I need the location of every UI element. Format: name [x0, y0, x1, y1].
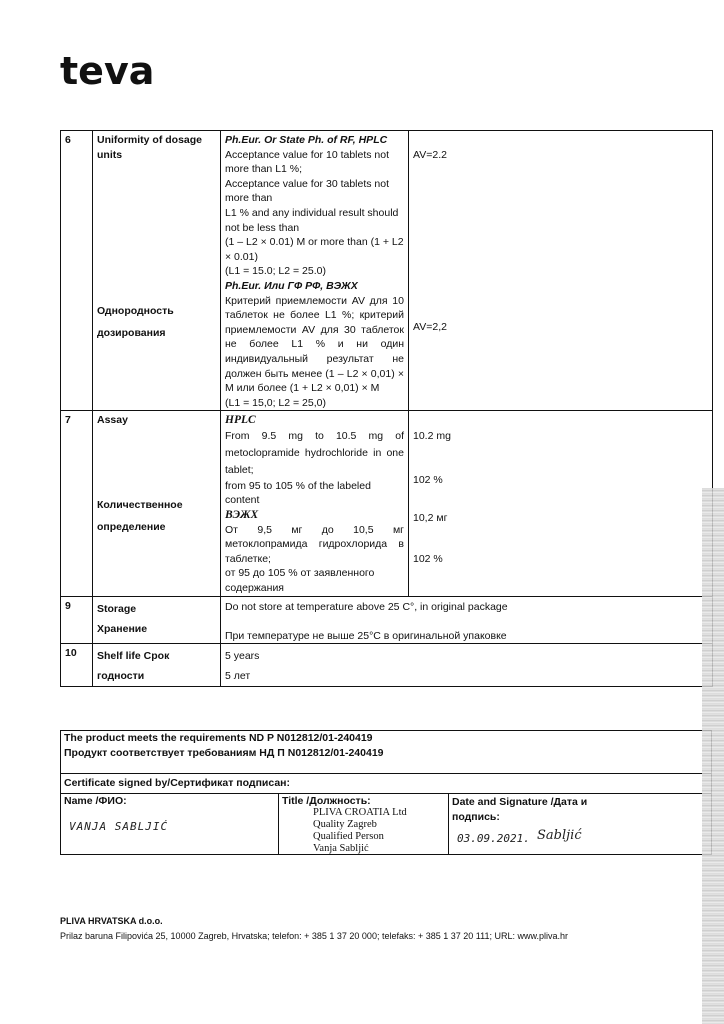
- spec-text: From 9.5 mg to 10.5 mg of metoclopramide hydrochloride in one tablet;: [225, 429, 404, 476]
- parameter-cell: [93, 131, 221, 411]
- spec-text: Do not store at temperature above 25 C°, in original package: [225, 600, 508, 613]
- spec-text: from 95 to 105 % of the labeled content: [225, 479, 371, 507]
- result-value: 102 %: [413, 553, 443, 566]
- company-name: PLIVA HRVATSKA d.o.o.: [60, 916, 163, 926]
- parameter-cell: [93, 596, 221, 644]
- parameter-ru: Однородность дозирования: [97, 305, 174, 340]
- quality-stamp: [313, 807, 407, 855]
- spec-text: 5 years: [225, 650, 260, 663]
- parameter-cell: [93, 644, 221, 687]
- scan-edge-artifact: [702, 488, 724, 1024]
- stamp-line: Vanja Sabljić: [313, 843, 369, 854]
- row-number: 10: [61, 644, 93, 687]
- parameter-ru: Хранение: [97, 622, 148, 635]
- title-label: Title /Должность:: [282, 795, 371, 807]
- row-number: 9: [61, 596, 93, 644]
- row-number: 7: [61, 411, 93, 596]
- result-value: 102 %: [413, 473, 443, 486]
- stamp-line: PLIVA CROATIA Ltd: [313, 807, 407, 818]
- footer: [60, 914, 568, 944]
- spec-heading-ru: Ph.Eur. Или ГФ РФ, ВЭЖХ: [225, 279, 358, 292]
- spec-text: При температуре не выше 25°С в оригинальной упаковке: [225, 629, 507, 642]
- parameter-en: Storage: [97, 602, 137, 615]
- table-row: [61, 131, 713, 411]
- specification-cell: [221, 131, 409, 411]
- specification-table: [60, 130, 713, 687]
- result-value: 10,2 мг: [413, 512, 448, 525]
- title-column: [279, 794, 449, 854]
- conclusion-box: [60, 730, 712, 773]
- date-column: [449, 794, 711, 854]
- parameter-en: Assay: [97, 414, 128, 427]
- spec-text: От 9,5 мг до 10,5 мг метоклопрамида гидрохлорида в таблетке;: [225, 523, 404, 565]
- parameter-cell: [93, 411, 221, 596]
- stamp-line: Qualified Person: [313, 831, 384, 842]
- table-row: [61, 411, 713, 596]
- result-value: AV=2.2: [413, 149, 447, 161]
- date-value: 03.09.2021.: [457, 832, 530, 845]
- parameter-en: Uniformity of dosage units: [97, 134, 203, 161]
- spec-text: 5 лет: [225, 670, 251, 683]
- parameter-ru: годности: [97, 670, 145, 683]
- table-row: [61, 596, 713, 644]
- result-cell: [409, 131, 713, 411]
- spec-text: (L1 = 15,0; L2 = 25,0): [225, 396, 326, 409]
- parameter-ru: Количественное определение: [97, 498, 183, 533]
- spec-heading-ru: ВЭЖХ: [225, 509, 259, 522]
- result-value: AV=2,2: [413, 320, 447, 333]
- specification-cell: [221, 596, 713, 644]
- result-cell: [409, 411, 713, 596]
- spec-text: от 95 до 105 % от заявленного содержания: [225, 567, 375, 595]
- conclusion-en: The product meets the requirements ND P N012812/01-240419: [64, 732, 373, 744]
- stamp-line: Quality Zagreb: [313, 819, 377, 830]
- specification-cell: [221, 644, 713, 687]
- signature-heading: Certificate signed by/Сертификат подписан:: [60, 773, 712, 793]
- table-row: [61, 644, 713, 687]
- name-column: [61, 794, 279, 854]
- conclusion-ru: Продукт соответствует требованиям НД П N012812/01-240419: [64, 747, 384, 759]
- result-value: 10.2 mg: [413, 430, 451, 443]
- name-label: Name /ФИО:: [64, 795, 127, 807]
- spec-heading-en: HPLC: [225, 414, 256, 427]
- teva-logo: teva: [60, 49, 155, 93]
- name-value: VANJA SABLJIĆ: [69, 820, 169, 833]
- company-address: Prilaz baruna Filipovića 25, 10000 Zagreb, Hrvatska; telefon: + 385 1 37 20 000; telefaks: + 385 1 37 20 111; URL: www.pliva.hr: [60, 931, 568, 941]
- spec-heading-en: Ph.Eur. Or State Ph. of RF, HPLC: [225, 134, 388, 146]
- row-number: 6: [61, 131, 93, 411]
- spec-text: Acceptance value for 30 tablets not more than: [225, 177, 390, 205]
- spec-text: (L1 = 15.0; L2 = 25.0): [225, 265, 326, 278]
- spec-text: Acceptance value for 10 tablets not more than L1 %;: [225, 148, 390, 176]
- signature-box: [60, 793, 712, 855]
- parameter-en: Shelf life Срок: [97, 650, 170, 663]
- specification-cell: [221, 411, 409, 596]
- date-label: Date and Signature /Дата и подпись:: [452, 796, 588, 823]
- spec-text: L1 % and any individual result should not be less than (1 – L2 × 0.01) M or more than (1 + L2 × 0.01): [225, 206, 404, 263]
- handwritten-signature: Sabljić: [537, 828, 582, 843]
- spec-text: Критерий приемлемости AV для 10 таблеток не более L1 %; критерий приемлемости AV для 30 таблеток не более L1 % и ни один индивидуальный результат не должен быть менее (1 – L2 × 0,01) × M или более (1 + L2 × 0,01) × M: [225, 294, 404, 395]
